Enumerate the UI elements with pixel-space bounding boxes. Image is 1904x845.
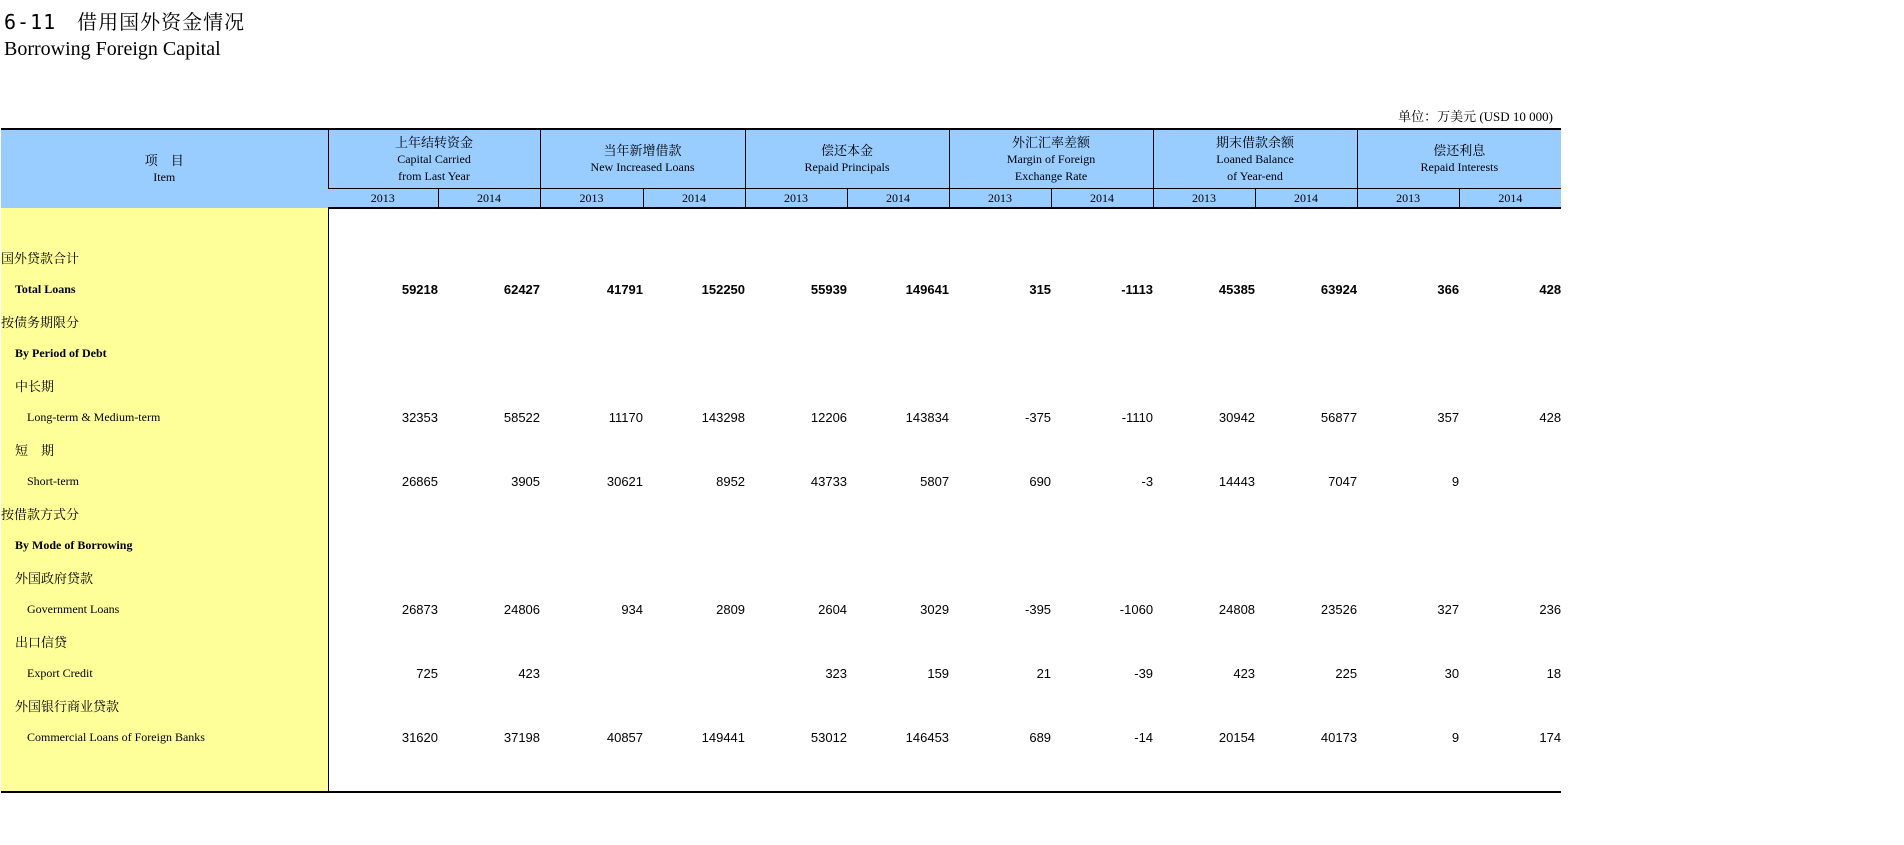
table-row bbox=[1, 561, 1561, 593]
cell-value: 2809 bbox=[716, 601, 746, 617]
cell-value bbox=[1153, 497, 1255, 529]
cell-value: 236 bbox=[1539, 601, 1562, 617]
cell-value bbox=[328, 625, 438, 657]
table-row bbox=[1, 401, 1561, 433]
cell-value bbox=[1255, 369, 1357, 401]
cell-value bbox=[1459, 625, 1561, 657]
cell-value bbox=[745, 529, 847, 561]
cell-value: 366 bbox=[1437, 281, 1460, 297]
cell-value: 41791 bbox=[606, 281, 644, 297]
cell-value: 56877 bbox=[1320, 409, 1358, 425]
row-label: 出口信贷 bbox=[1, 625, 328, 657]
row-label: 外国政府贷款 bbox=[1, 561, 328, 593]
cell-value bbox=[1255, 433, 1357, 465]
cell-value bbox=[1051, 625, 1153, 657]
cell-value: 55939 bbox=[810, 281, 848, 297]
cell-value bbox=[1255, 497, 1357, 529]
cell-value bbox=[1153, 369, 1255, 401]
table-row bbox=[1, 369, 1561, 401]
borrowing-table bbox=[1, 128, 1561, 793]
cell-value bbox=[1051, 305, 1153, 337]
cell-value: 2604 bbox=[818, 601, 848, 617]
cell-value bbox=[1153, 305, 1255, 337]
cell-value bbox=[745, 561, 847, 593]
cell-value: 143834 bbox=[905, 409, 950, 425]
cell-value bbox=[438, 625, 540, 657]
cell-value bbox=[847, 561, 949, 593]
cell-value bbox=[1357, 689, 1459, 721]
cell-value bbox=[745, 241, 847, 273]
cell-value: 174 bbox=[1539, 729, 1562, 745]
cell-value: 327 bbox=[1437, 601, 1460, 617]
cell-value: -1060 bbox=[1119, 601, 1154, 617]
cell-value bbox=[328, 433, 438, 465]
cell-value: 12206 bbox=[810, 409, 848, 425]
table-row bbox=[1, 593, 1561, 625]
cell-value bbox=[949, 337, 1051, 369]
cell-value: 26873 bbox=[401, 601, 438, 617]
header-item: 项 目 Item bbox=[1, 129, 328, 208]
cell-value bbox=[1357, 337, 1459, 369]
year-header: 2013 bbox=[1357, 189, 1459, 209]
row-label: Long-term & Medium-term bbox=[1, 401, 328, 433]
cell-value: 725 bbox=[416, 665, 438, 681]
cell-value bbox=[745, 337, 847, 369]
cell-value: 30 bbox=[1444, 665, 1460, 681]
cell-value: 934 bbox=[621, 601, 644, 617]
cell-value bbox=[1459, 337, 1561, 369]
cell-value bbox=[540, 689, 643, 721]
cell-value bbox=[745, 433, 847, 465]
cell-value bbox=[949, 561, 1051, 593]
cell-value: 18 bbox=[1546, 665, 1562, 681]
header-exchange-margin: 外汇汇率差额 Margin of Foreign Exchange Rate bbox=[949, 129, 1153, 189]
cell-value bbox=[328, 529, 438, 561]
cell-value bbox=[1153, 689, 1255, 721]
cell-value bbox=[540, 241, 643, 273]
table-row bbox=[1, 529, 1561, 561]
cell-value: 20154 bbox=[1218, 729, 1256, 745]
cell-value bbox=[1051, 497, 1153, 529]
spacer-row bbox=[1, 753, 1561, 792]
cell-value: 26865 bbox=[401, 473, 438, 489]
cell-value bbox=[949, 497, 1051, 529]
cell-value bbox=[643, 497, 745, 529]
year-header: 2014 bbox=[643, 189, 745, 209]
cell-value: 21 bbox=[1036, 665, 1052, 681]
cell-value bbox=[1153, 241, 1255, 273]
cell-value: 225 bbox=[1335, 665, 1358, 681]
row-label: 国外贷款合计 bbox=[1, 241, 328, 273]
table-row bbox=[1, 241, 1561, 273]
cell-value bbox=[949, 369, 1051, 401]
cell-value bbox=[438, 241, 540, 273]
cell-value: 58522 bbox=[503, 409, 541, 425]
year-header: 2013 bbox=[540, 189, 643, 209]
cell-value bbox=[438, 689, 540, 721]
table-row bbox=[1, 305, 1561, 337]
cell-value bbox=[1459, 561, 1561, 593]
cell-value bbox=[949, 305, 1051, 337]
cell-value bbox=[643, 241, 745, 273]
cell-value bbox=[847, 497, 949, 529]
row-label: 外国银行商业贷款 bbox=[1, 689, 328, 721]
table-row bbox=[1, 465, 1561, 497]
row-label: Commercial Loans of Foreign Banks bbox=[1, 721, 328, 753]
cell-value bbox=[1459, 369, 1561, 401]
cell-value bbox=[949, 241, 1051, 273]
cell-value bbox=[1357, 241, 1459, 273]
page-title-cn: 6-11 借用国外资金情况 bbox=[4, 10, 246, 34]
cell-value: 59218 bbox=[401, 281, 438, 297]
cell-value: 323 bbox=[825, 665, 848, 681]
row-label: 按借款方式分 bbox=[1, 497, 328, 529]
cell-value: 31620 bbox=[401, 729, 438, 745]
cell-value bbox=[540, 625, 643, 657]
cell-value: 3905 bbox=[511, 473, 541, 489]
cell-value bbox=[1459, 689, 1561, 721]
row-label: Total Loans bbox=[1, 273, 328, 305]
cell-value bbox=[540, 529, 643, 561]
cell-value: -1113 bbox=[1121, 281, 1154, 297]
cell-value: 357 bbox=[1437, 409, 1460, 425]
cell-value bbox=[643, 337, 745, 369]
cell-value bbox=[949, 689, 1051, 721]
cell-value bbox=[328, 305, 438, 337]
cell-value bbox=[328, 497, 438, 529]
cell-value: 149441 bbox=[701, 729, 746, 745]
cell-value: 690 bbox=[1029, 473, 1052, 489]
cell-value bbox=[1153, 529, 1255, 561]
cell-value: 30621 bbox=[606, 473, 644, 489]
cell-value: 62427 bbox=[503, 281, 541, 297]
cell-value bbox=[847, 369, 949, 401]
cell-value bbox=[1153, 337, 1255, 369]
year-header: 2013 bbox=[949, 189, 1051, 209]
cell-value bbox=[1051, 529, 1153, 561]
cell-value bbox=[1051, 369, 1153, 401]
header-repaid-principals: 偿还本金 Repaid Principals bbox=[745, 129, 949, 189]
row-label: By Mode of Borrowing bbox=[1, 529, 328, 561]
table-row bbox=[1, 625, 1561, 657]
spacer-row bbox=[1, 208, 1561, 241]
table-row bbox=[1, 497, 1561, 529]
year-header: 2014 bbox=[1459, 189, 1561, 209]
cell-value: 45385 bbox=[1218, 281, 1256, 297]
cell-value bbox=[745, 369, 847, 401]
year-header: 2014 bbox=[438, 189, 540, 209]
cell-value bbox=[328, 241, 438, 273]
cell-value bbox=[1051, 433, 1153, 465]
cell-value bbox=[1357, 305, 1459, 337]
cell-value bbox=[1153, 625, 1255, 657]
cell-value: 40857 bbox=[606, 729, 644, 745]
cell-value bbox=[847, 433, 949, 465]
year-header: 2014 bbox=[847, 189, 949, 209]
cell-value bbox=[643, 369, 745, 401]
cell-value bbox=[438, 529, 540, 561]
cell-value bbox=[1255, 305, 1357, 337]
row-label: Government Loans bbox=[1, 593, 328, 625]
cell-value: -39 bbox=[1134, 665, 1154, 681]
cell-value bbox=[1255, 337, 1357, 369]
cell-value: 423 bbox=[1233, 665, 1256, 681]
cell-value: -1110 bbox=[1121, 409, 1154, 425]
cell-value bbox=[745, 305, 847, 337]
cell-value: 24806 bbox=[503, 601, 541, 617]
cell-value bbox=[1051, 689, 1153, 721]
cell-value: 43733 bbox=[810, 473, 848, 489]
cell-value bbox=[949, 625, 1051, 657]
cell-value bbox=[1357, 369, 1459, 401]
row-label: 中长期 bbox=[1, 369, 328, 401]
cell-value bbox=[540, 561, 643, 593]
cell-value bbox=[540, 369, 643, 401]
cell-value bbox=[1255, 689, 1357, 721]
cell-value bbox=[949, 433, 1051, 465]
header-repaid-interests: 偿还利息 Repaid Interests bbox=[1357, 129, 1561, 189]
cell-value: 159 bbox=[927, 665, 950, 681]
cell-value: 152250 bbox=[701, 281, 746, 297]
cell-value: 146453 bbox=[905, 729, 950, 745]
cell-value: 53012 bbox=[810, 729, 848, 745]
table-row bbox=[1, 337, 1561, 369]
cell-value bbox=[745, 689, 847, 721]
cell-value: 315 bbox=[1029, 281, 1052, 297]
cell-value bbox=[328, 337, 438, 369]
cell-value bbox=[745, 497, 847, 529]
cell-value bbox=[1255, 529, 1357, 561]
row-label: 按债务期限分 bbox=[1, 305, 328, 337]
cell-value bbox=[1357, 529, 1459, 561]
cell-value bbox=[847, 689, 949, 721]
cell-value: 5807 bbox=[920, 473, 950, 489]
cell-value: 11170 bbox=[608, 409, 644, 425]
table-row bbox=[1, 657, 1561, 689]
cell-value bbox=[328, 369, 438, 401]
year-header: 2013 bbox=[1153, 189, 1255, 209]
cell-value: -395 bbox=[1025, 601, 1052, 617]
cell-value bbox=[1459, 529, 1561, 561]
cell-value bbox=[643, 689, 745, 721]
cell-value: 7047 bbox=[1328, 473, 1358, 489]
cell-value: 9 bbox=[1451, 473, 1460, 489]
cell-value: 428 bbox=[1539, 409, 1562, 425]
cell-value bbox=[1255, 625, 1357, 657]
row-label: Short-term bbox=[1, 465, 328, 497]
cell-value bbox=[643, 561, 745, 593]
header-capital-carried: 上年结转资金 Capital Carried from Last Year bbox=[328, 129, 540, 189]
year-header: 2014 bbox=[1255, 189, 1357, 209]
cell-value: 32353 bbox=[401, 409, 438, 425]
cell-value bbox=[540, 305, 643, 337]
cell-value bbox=[1051, 241, 1153, 273]
table-row bbox=[1, 689, 1561, 721]
cell-value bbox=[745, 625, 847, 657]
cell-value: 24808 bbox=[1218, 601, 1256, 617]
row-label: Export Credit bbox=[1, 657, 328, 689]
cell-value bbox=[1459, 305, 1561, 337]
cell-value bbox=[643, 433, 745, 465]
header-loaned-balance: 期末借款余额 Loaned Balance of Year-end bbox=[1153, 129, 1357, 189]
page-title-en: Borrowing Foreign Capital bbox=[4, 38, 221, 60]
cell-value bbox=[540, 337, 643, 369]
cell-value bbox=[438, 337, 540, 369]
cell-value: 3029 bbox=[920, 601, 950, 617]
cell-value bbox=[643, 529, 745, 561]
header-new-loans: 当年新增借款 New Increased Loans bbox=[540, 129, 745, 189]
cell-value bbox=[1255, 241, 1357, 273]
cell-value bbox=[1357, 625, 1459, 657]
cell-value: 143298 bbox=[701, 409, 746, 425]
cell-value: 9 bbox=[1451, 729, 1460, 745]
cell-value bbox=[438, 497, 540, 529]
cell-value bbox=[643, 625, 745, 657]
cell-value: -14 bbox=[1134, 729, 1154, 745]
cell-value: 428 bbox=[1539, 281, 1562, 297]
cell-value: 63924 bbox=[1320, 281, 1358, 297]
cell-value bbox=[1459, 465, 1561, 497]
row-label: By Period of Debt bbox=[1, 337, 328, 369]
cell-value bbox=[438, 305, 540, 337]
cell-value bbox=[540, 433, 643, 465]
table-row bbox=[1, 721, 1561, 753]
cell-value bbox=[1357, 561, 1459, 593]
cell-value: 423 bbox=[518, 665, 541, 681]
cell-value: 30942 bbox=[1218, 409, 1256, 425]
cell-value bbox=[1153, 433, 1255, 465]
year-header: 2013 bbox=[328, 189, 438, 209]
cell-value: 14443 bbox=[1218, 473, 1256, 489]
cell-value: 37198 bbox=[503, 729, 541, 745]
cell-value bbox=[847, 625, 949, 657]
cell-value bbox=[1051, 337, 1153, 369]
cell-value bbox=[540, 497, 643, 529]
cell-value bbox=[1459, 433, 1561, 465]
cell-value bbox=[1255, 561, 1357, 593]
cell-value bbox=[328, 561, 438, 593]
cell-value: 23526 bbox=[1320, 601, 1358, 617]
cell-value: 40173 bbox=[1320, 729, 1358, 745]
cell-value bbox=[847, 241, 949, 273]
cell-value bbox=[540, 657, 643, 689]
cell-value bbox=[1153, 561, 1255, 593]
cell-value bbox=[847, 305, 949, 337]
cell-value bbox=[438, 433, 540, 465]
cell-value: 8952 bbox=[716, 473, 746, 489]
cell-value: 689 bbox=[1029, 729, 1052, 745]
cell-value bbox=[643, 305, 745, 337]
unit-label: 单位：万美元 (USD 10 000) bbox=[1398, 109, 1553, 124]
cell-value bbox=[328, 689, 438, 721]
table-row bbox=[1, 273, 1561, 305]
cell-value: -3 bbox=[1141, 473, 1154, 489]
cell-value bbox=[438, 369, 540, 401]
cell-value bbox=[1357, 433, 1459, 465]
cell-value bbox=[438, 561, 540, 593]
year-header: 2013 bbox=[745, 189, 847, 209]
cell-value bbox=[847, 337, 949, 369]
cell-value bbox=[1459, 241, 1561, 273]
cell-value: -375 bbox=[1025, 409, 1052, 425]
cell-value bbox=[1459, 497, 1561, 529]
table-row bbox=[1, 433, 1561, 465]
cell-value bbox=[847, 529, 949, 561]
cell-value bbox=[1357, 497, 1459, 529]
cell-value bbox=[949, 529, 1051, 561]
cell-value: 149641 bbox=[905, 281, 950, 297]
cell-value bbox=[643, 657, 745, 689]
year-header: 2014 bbox=[1051, 189, 1153, 209]
cell-value bbox=[1051, 561, 1153, 593]
row-label: 短 期 bbox=[1, 433, 328, 465]
